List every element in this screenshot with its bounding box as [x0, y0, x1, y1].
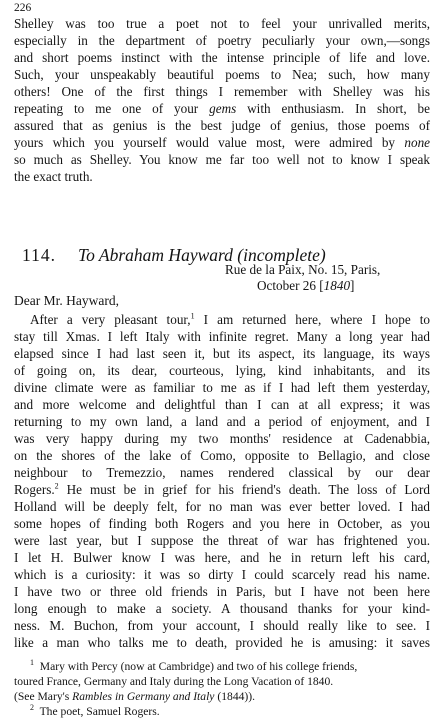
- footnote-line: toured France, Germany and Italy during the Long Vacation of 1840.: [14, 675, 334, 688]
- footnote-text: The poet, Samuel Rogers.: [39, 705, 160, 718]
- page-number: 226: [14, 2, 32, 14]
- letter-title: To Abraham Hayward (incomplete): [77, 245, 326, 265]
- text-segment: He must be in grief for his friend's death. The loss of Lord: [58, 482, 430, 497]
- text-segment: with enthusiasm. In short, be: [247, 101, 430, 116]
- text-segment: Rogers.: [14, 482, 55, 497]
- text-line: and short poems instinct with the intense principle of life and love.: [14, 50, 430, 65]
- text-line: Such, your unspeakably beautiful poems to Nea; such, how many: [14, 67, 430, 82]
- text-line: divine climate were as familiar to me as if I had left them yesterday,: [14, 380, 430, 395]
- text-segment: After a very pleasant tour,: [30, 312, 191, 327]
- italic-emphasis: gems: [209, 101, 237, 116]
- text-line: assured that as genius is the best judge of genius, those poems of: [14, 118, 430, 133]
- text-line: long enough to make a society. A thousand thanks for your kind-: [14, 601, 430, 616]
- footnote-line: [14, 689, 255, 704]
- text-line: especially in the department of poetry peculiarly your own,—songs: [14, 33, 430, 48]
- address-line: Rue de la Paix, No. 15, Paris,: [225, 262, 381, 277]
- footnote-ref: 1: [190, 311, 195, 321]
- text-segment: repeating to me one of your: [14, 101, 199, 116]
- text-line: [14, 134, 430, 151]
- text-line: I let H. Bulwer know I was here, and he in return left his card,: [14, 550, 430, 565]
- italic-emphasis: none: [404, 135, 431, 150]
- text-line: which is a curiosity: it was so dirty I could scarcely read his name.: [14, 567, 430, 582]
- text-line: I have two or three old friends in Paris, but I have not been here: [14, 584, 430, 599]
- text-line: Holland will be deeply felt, for no man was ever better loved. I had: [14, 499, 430, 514]
- book-title: Rambles in Germany and Italy: [72, 690, 215, 703]
- text-line: Shelley was too true a poet not to feel your unrivalled merits,: [14, 16, 430, 31]
- text-line: of going on, its dear, courteous, lying, kind inhabitants, and its: [14, 363, 430, 378]
- text-line: neighbour to Tremezzio, names rendered classical by our dear: [14, 465, 430, 480]
- salutation: Dear Mr. Hayward,: [14, 293, 119, 308]
- footnote-2: [30, 704, 160, 719]
- text-line: like a man who talks me to death, provided he is amusing: it saves: [14, 635, 430, 650]
- footnote-mark: 1: [30, 658, 34, 668]
- footnote-text: (1844)).: [217, 690, 256, 703]
- letter-date: [257, 278, 354, 294]
- letter-number: 114.: [22, 245, 56, 265]
- text-line: was very happy during my two months' residence at Cadenabbia,: [14, 431, 430, 446]
- text-segment: I am returned here, where I hope to: [194, 312, 430, 327]
- text-line: so much as Shelley. You know me far too well not to know I speak: [14, 152, 430, 167]
- text-line: the exact truth.: [14, 169, 93, 184]
- text-line: returning to my own land, a land and a period of enjoyment, and I: [14, 414, 430, 429]
- text-line: [14, 481, 430, 498]
- text-line: some hopes of finding both Rogers and you here in October, as you: [14, 516, 430, 531]
- footnote-mark: 2: [30, 703, 34, 713]
- text-line: [30, 311, 430, 328]
- footnote-text: Mary with Percy (now at Cambridge) and two of his college friends,: [39, 660, 358, 673]
- text-line: and more welcome and delightful than I can at all express; it was: [14, 397, 430, 412]
- text-line: others! One of the first things I remember with Shelley was his: [14, 84, 430, 99]
- footnote-1: [30, 659, 357, 674]
- text-line: stay till Xmas. I left Italy with infinite regret. Many a long year had: [14, 329, 430, 344]
- text-line: elapsed since I had last seen it, but its aspect, its language, its ways: [14, 346, 430, 361]
- date-text: October 26 [: [257, 278, 324, 293]
- date-year: 1840: [323, 278, 351, 293]
- text-line: on the shores of the lake of Como, opposite to Bellagio, and close: [14, 448, 430, 463]
- footnote-text: (See Mary's: [14, 690, 70, 703]
- date-bracket: ]: [350, 278, 355, 293]
- text-line: were last year, but I suppose the threat of war has frightened you.: [14, 533, 430, 548]
- footnote-ref: 2: [54, 481, 59, 491]
- text-segment: yours which you yourself would value most, were admired by: [14, 135, 396, 150]
- text-line: [14, 100, 430, 117]
- text-line: ness. M. Buchon, from your account, I should really like to see. I: [14, 618, 430, 633]
